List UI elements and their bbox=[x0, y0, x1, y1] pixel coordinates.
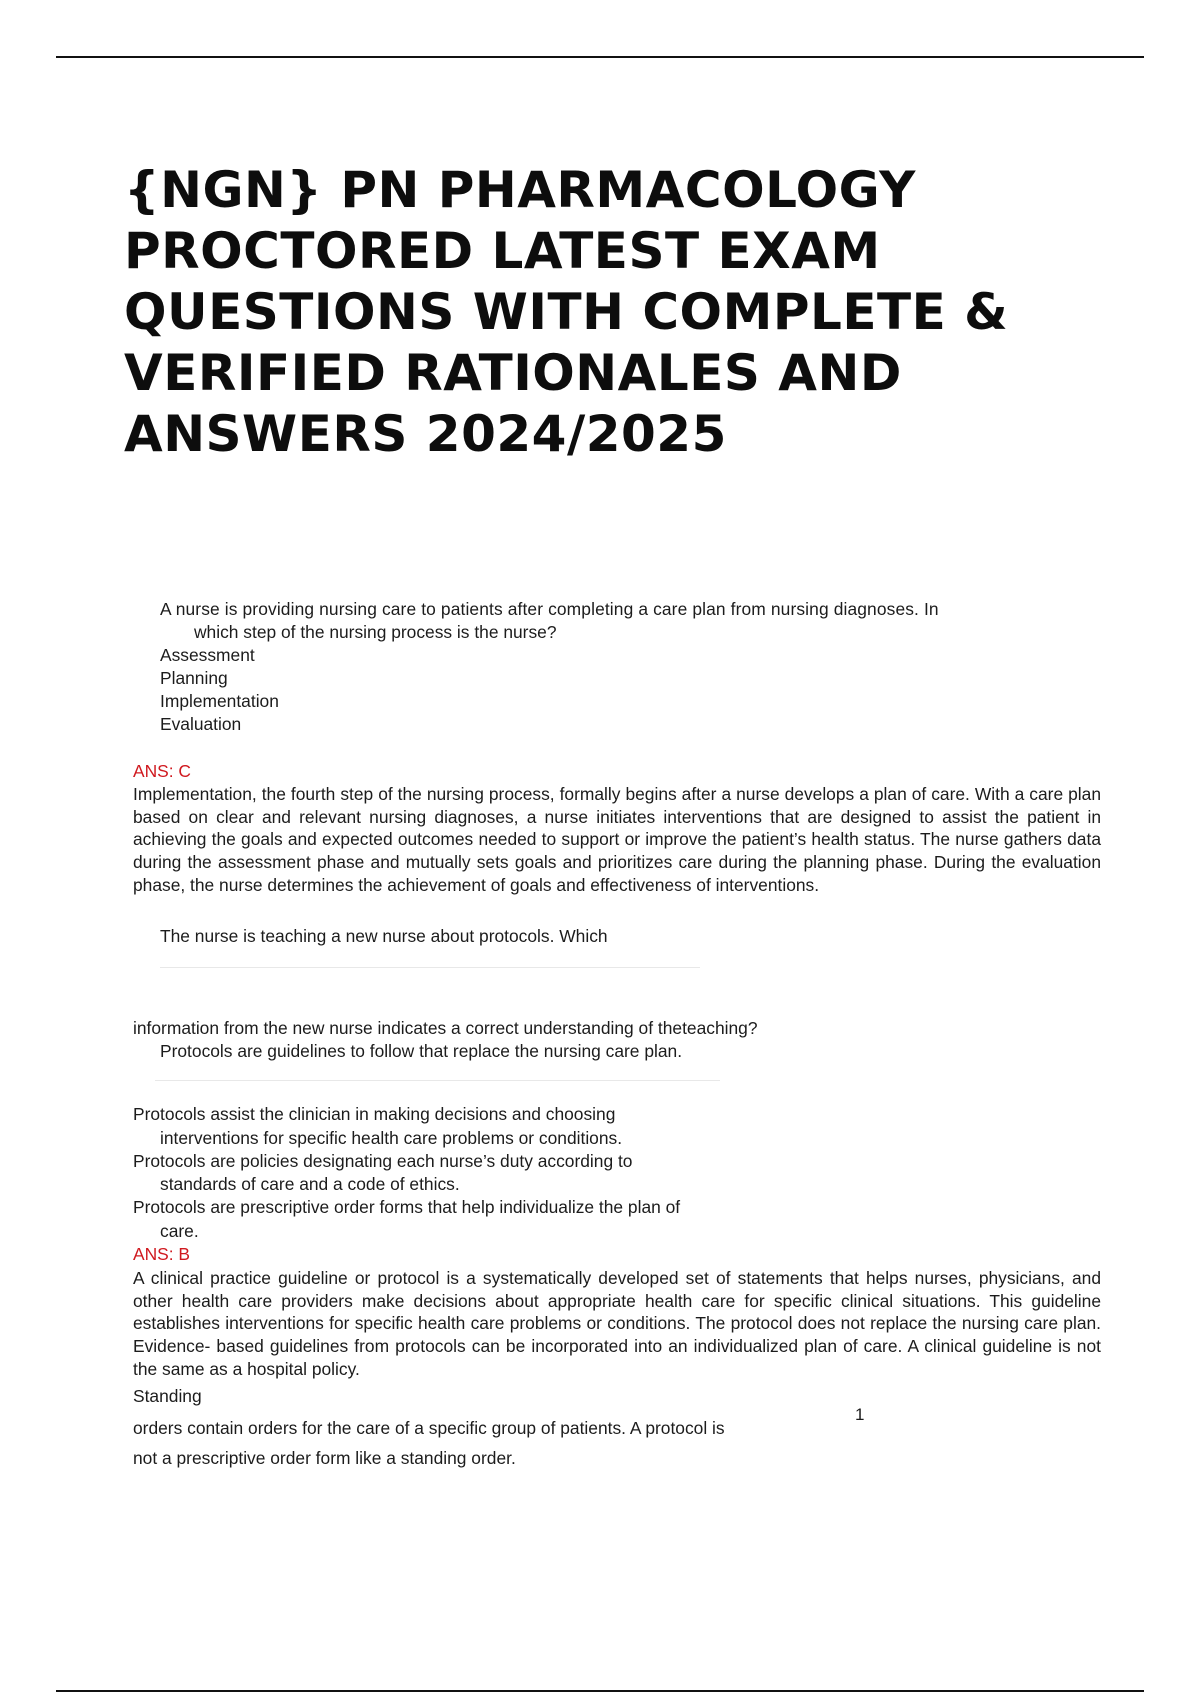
q2-option-a: Protocols are guidelines to follow that replace the nursing care plan. bbox=[160, 1041, 683, 1061]
page-number: 1 bbox=[855, 1405, 865, 1424]
q2-answer: ANS: B bbox=[133, 1244, 191, 1264]
q2-option-b-line1: Protocols assist the clinician in making decisions and choosing bbox=[133, 1104, 616, 1124]
q1-rationale: Implementation, the fourth step of the nursing process, formally begins after a nurse develops a plan of care. With a care plan based on clear and relevant nursing diagnoses, a nurse initiates interventions that are designed to assist the patient in achieving the goals and expected outcomes needed to support or improve the patient’s health status. The nurse gathers data during the assessment phase and mutually sets goals and prioritizes care during the planning phase. During the evaluation phase, the nurse determines the achievement of goals and effectiveness of interventions. bbox=[133, 784, 1101, 895]
faint-divider bbox=[155, 1080, 720, 1081]
q2-option-d-line2: care. bbox=[160, 1221, 199, 1241]
document-title bbox=[124, 160, 1084, 465]
q1-stem-line1: A nurse is providing nursing care to patients after completing a care plan from nursing diagnoses. In bbox=[160, 599, 939, 619]
title-line: ANSWERS 2024/2025 bbox=[124, 405, 727, 463]
q2-stem-part2: information from the new nurse indicates a correct understanding of theteaching? bbox=[133, 1018, 758, 1038]
title-line: {NGN} PN PHARMACOLOGY bbox=[124, 161, 916, 219]
q2-option-b-line2: interventions for specific health care problems or conditions. bbox=[160, 1128, 623, 1148]
title-line: VERIFIED RATIONALES AND bbox=[124, 344, 902, 402]
q2-option-d-line1: Protocols are prescriptive order forms that help individualize the plan of bbox=[133, 1197, 681, 1217]
title-line: PROCTORED LATEST EXAM bbox=[124, 222, 881, 280]
q2-option-c-line1: Protocols are policies designating each nurse’s duty according to bbox=[133, 1151, 633, 1171]
q1-option-c: Implementation bbox=[160, 691, 279, 711]
faint-divider bbox=[160, 967, 700, 968]
q1-stem-line2: which step of the nursing process is the nurse? bbox=[194, 622, 557, 642]
q2-stem-part1: The nurse is teaching a new nurse about protocols. Which bbox=[160, 926, 608, 946]
q2-rationale-word: Standing bbox=[133, 1386, 202, 1406]
top-rule bbox=[56, 56, 1144, 58]
q2-rationale-cont2: not a prescriptive order form like a standing order. bbox=[133, 1448, 516, 1468]
bottom-rule bbox=[56, 1690, 1144, 1692]
q1-option-d: Evaluation bbox=[160, 714, 242, 734]
q1-option-a: Assessment bbox=[160, 645, 255, 665]
q1-answer: ANS: C bbox=[133, 761, 191, 781]
q2-option-c-line2: standards of care and a code of ethics. bbox=[160, 1174, 460, 1194]
q1-option-b: Planning bbox=[160, 668, 228, 688]
title-line: QUESTIONS WITH COMPLETE & bbox=[124, 283, 1009, 341]
q2-rationale: A clinical practice guideline or protocol is a systematically developed set of statements that helps nurses, physicians, and other health care providers make decisions about appropriate health care for specific clinical situations. This guideline establishes interventions for specific health care problems or conditions. The protocol does not replace the nursing care plan. Evidence- based guidelines from protocols can be incorporated into an individualized plan of care. A clinical guideline is not the same as a hospital policy. bbox=[133, 1268, 1101, 1379]
q2-rationale-cont1: orders contain orders for the care of a specific group of patients. A protocol is bbox=[133, 1418, 725, 1438]
